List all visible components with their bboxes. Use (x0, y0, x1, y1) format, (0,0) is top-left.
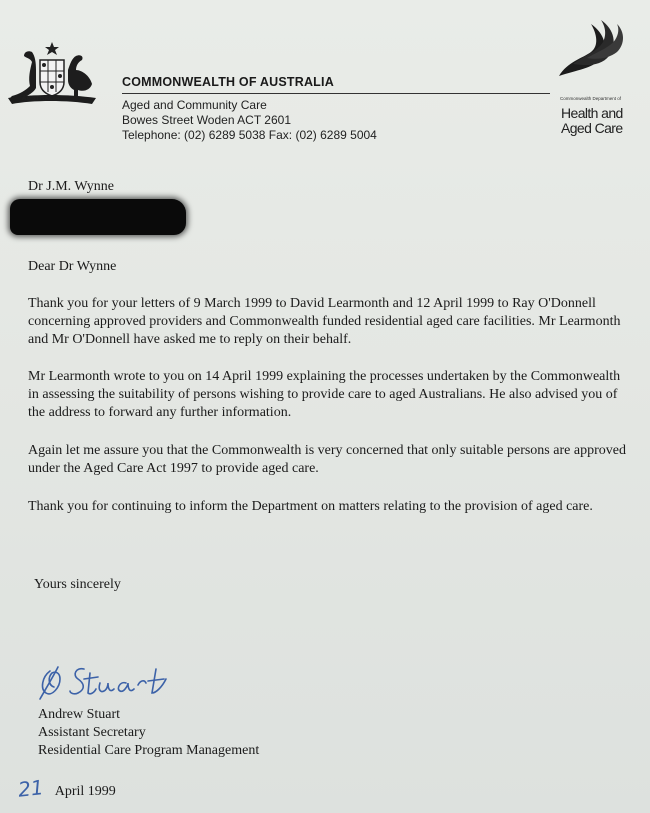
body-paragraph: Again let me assure you that the Commonwealth is very concerned that only suitable persons are approved under the Aged Care Act 1997 to provide aged care. (28, 443, 626, 476)
signatory-name: Andrew Stuart (38, 707, 121, 722)
handwritten-date-day: 21 (16, 775, 45, 802)
org-title: COMMONWEALTH OF AUSTRALIA (122, 75, 334, 89)
department-small-caption: Commonwealth Department of (560, 96, 622, 101)
crest-motto: AUSTRALIA (22, 96, 60, 102)
letter-date (18, 776, 116, 800)
department-name-line-1: Health and (561, 105, 623, 121)
salutation: Dear Dr Wynne (28, 259, 117, 274)
division-line: Aged and Community Care (122, 98, 267, 112)
redacted-address-block (10, 199, 186, 235)
signatory-unit: Residential Care Program Management (38, 743, 260, 758)
letterhead-details (122, 98, 377, 143)
contact-line: Telephone: (02) 6289 5038 Fax: (02) 6289 5004 (122, 128, 377, 142)
signatory-title: Assistant Secretary (38, 725, 146, 740)
closing: Yours sincerely (34, 577, 121, 592)
department-name-line-2: Aged Care (561, 120, 623, 136)
address-line: Bowes Street Woden ACT 2601 (122, 113, 291, 127)
body-paragraph: Thank you for your letters of 9 March 1999 to David Learmonth and 12 April 1999 to Ray O'Donnell concerning approved providers and Commonwealth funded residential aged care facilities. Mr Learmonth and Mr O'Donnell have asked me to reply on their behalf. (28, 296, 621, 347)
letterhead-org (122, 75, 334, 89)
department-flame-logo-icon (553, 18, 627, 82)
body-paragraph: Mr Learmonth wrote to you on 14 April 1999 explaining the processes undertaken by the Commonwealth in assessing the suitability of persons wishing to provide care to aged Australians. He also advised you of the address to forward any further information. (28, 369, 621, 420)
signatory-block (38, 706, 259, 760)
department-name (561, 106, 641, 136)
letterhead-rule (122, 93, 550, 94)
date-month-year: April 1999 (54, 784, 116, 799)
body-paragraph: Thank you for continuing to inform the Department on matters relating to the provision of aged care. (28, 499, 593, 514)
recipient-name: Dr J.M. Wynne (28, 179, 115, 194)
